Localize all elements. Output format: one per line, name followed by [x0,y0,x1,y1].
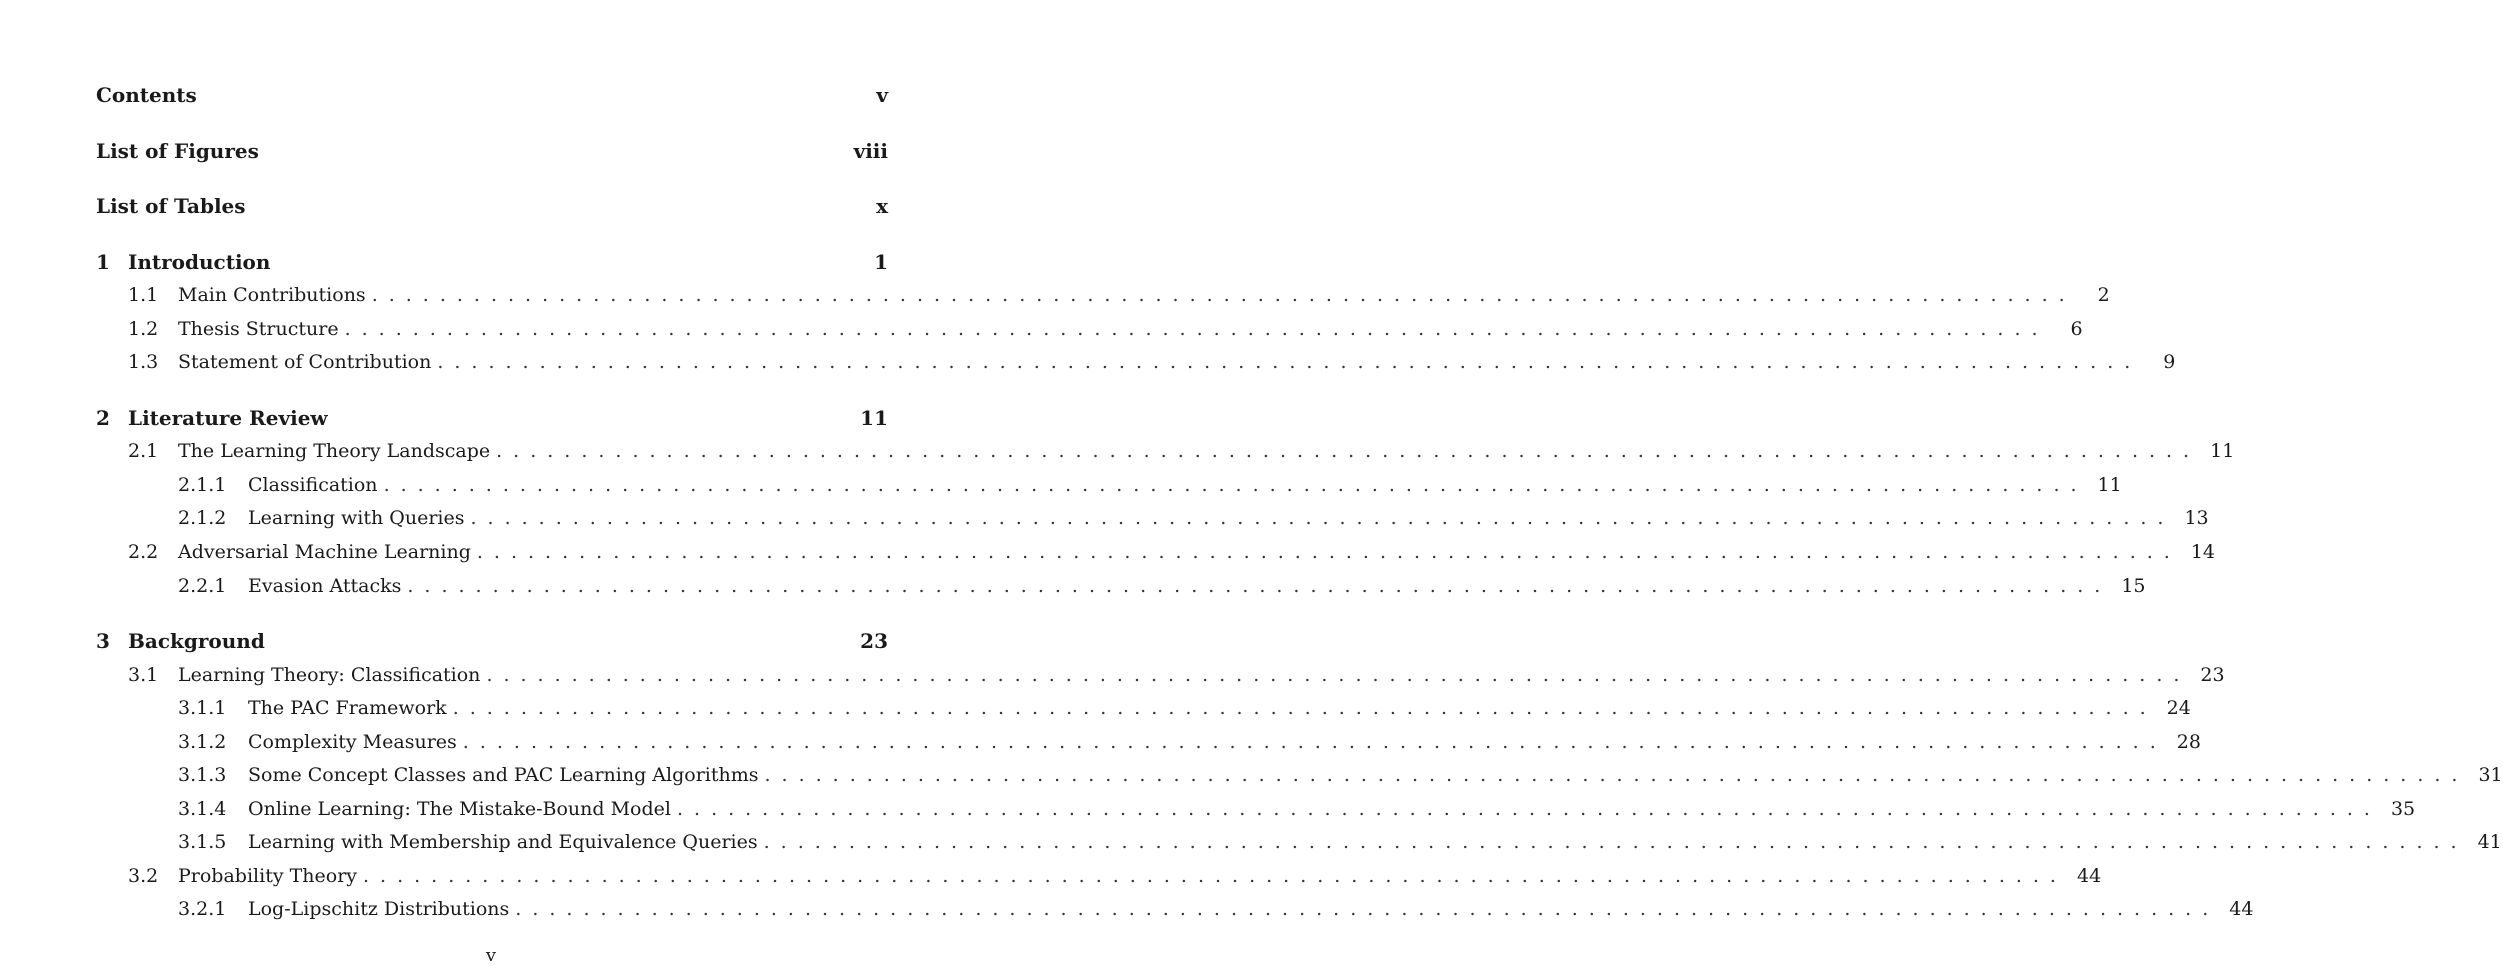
toc-section[interactable] [128,862,2102,890]
toc-subsection[interactable] [178,895,2254,923]
subsection-title: Log-Lipschitz Distributions [248,898,510,920]
chapter-number: 3 [96,629,110,653]
toc-subsection[interactable] [178,504,2209,532]
subsection-title: Some Concept Classes and PAC Learning Algorithms [248,764,759,786]
toc-chapter-3[interactable] [96,627,888,655]
dot-leader: .................................................................................................... [763,831,2468,853]
toc-section[interactable] [128,315,2083,343]
toc-chapter-2[interactable] [96,404,888,432]
section-number: 1.1 [128,284,159,306]
subsection-page: 13 [2184,507,2209,529]
dot-leader: .................................................................................................... [462,731,2167,753]
dot-leader: .................................................................................................... [496,440,2201,462]
page-number-footer: v [485,945,497,966]
section-page: 11 [2210,440,2235,462]
subsection-number: 3.1.2 [178,731,227,753]
section-page: 9 [2163,351,2176,373]
subsection-number: 3.2.1 [178,898,227,920]
section-page: 6 [2070,318,2083,340]
subsection-page: 31 [2478,764,2503,786]
toc-section[interactable] [128,538,2216,566]
dot-leader: .................................................................................................... [344,318,2049,340]
subsection-page: 35 [2390,798,2416,820]
section-page: 14 [2190,541,2216,563]
subsection-title: The PAC Framework [248,697,447,719]
toc-entry-page: v [876,83,888,107]
dot-leader: .................................................................................................... [470,507,2175,529]
toc-chapter-1[interactable] [96,248,888,276]
dot-leader: .................................................................................................... [764,764,2469,786]
subsection-number: 3.1.5 [178,831,227,853]
section-title: Adversarial Machine Learning [178,541,471,563]
dot-leader: .................................................................................................... [515,898,2220,920]
chapter-title: Literature Review [128,406,328,430]
section-number: 3.2 [128,865,159,887]
subsection-number: 3.1.3 [178,764,227,786]
chapter-title: Introduction [128,250,271,274]
subsection-title: Learning with Membership and Equivalence Queries [248,831,758,853]
toc-entry-title: List of Figures [96,139,259,163]
toc-entry-page: viii [853,139,888,163]
subsection-page: 11 [2097,474,2122,496]
dot-leader: .................................................................................................... [676,798,2381,820]
toc-subsection[interactable] [178,828,2502,856]
toc-subsection[interactable] [178,471,2122,499]
section-title: The Learning Theory Landscape [178,440,491,462]
section-number: 1.3 [128,351,159,373]
toc-section[interactable] [128,281,2110,309]
section-title: Probability Theory [178,865,358,887]
subsection-number: 3.1.4 [178,798,227,820]
section-number: 2.1 [128,440,159,462]
subsection-number: 2.2.1 [178,575,227,597]
dot-leader: .................................................................................................... [407,575,2112,597]
subsection-page: 28 [2176,731,2201,753]
toc-subsection[interactable] [178,572,2146,600]
toc-subsection[interactable] [178,761,2503,789]
toc-section[interactable] [128,348,2176,376]
subsection-title: Evasion Attacks [248,575,402,597]
section-title: Statement of Contribution [178,351,432,373]
toc-entry-contents[interactable] [96,81,888,109]
subsection-title: Classification [248,474,378,496]
toc-subsection[interactable] [178,795,2416,823]
section-title: Main Contributions [178,284,366,306]
section-number: 3.1 [128,664,159,686]
subsection-number: 3.1.1 [178,697,227,719]
section-number: 2.2 [128,541,159,563]
section-title: Learning Theory: Classification [178,664,481,686]
toc-entry-page: x [876,194,888,218]
dot-leader: .................................................................................................... [383,474,2088,496]
subsection-page: 41 [2477,831,2502,853]
toc-entry-title: List of Tables [96,194,246,218]
dot-leader: .................................................................................................... [476,541,2181,563]
toc-subsection[interactable] [178,694,2191,722]
chapter-number: 1 [96,250,110,274]
toc-entry-title: Contents [96,83,197,107]
chapter-page: 1 [874,250,888,274]
section-page: 2 [2097,284,2110,306]
chapter-title: Background [128,629,265,653]
dot-leader: .................................................................................................... [363,865,2067,887]
subsection-page: 24 [2166,697,2191,719]
dot-leader: .................................................................................................... [486,664,2191,686]
section-title: Thesis Structure [178,318,339,340]
subsection-title: Learning with Queries [248,507,465,529]
subsection-title: Complexity Measures [248,731,457,753]
section-number: 1.2 [128,318,159,340]
toc-section[interactable] [128,661,2225,689]
toc-entry-list-of-tables[interactable] [96,192,888,220]
section-page: 23 [2200,664,2225,686]
chapter-number: 2 [96,406,110,430]
section-page: 44 [2076,865,2102,887]
chapter-page: 11 [860,406,888,430]
dot-leader: .................................................................................................... [371,284,2076,306]
toc-subsection[interactable] [178,728,2201,756]
toc-entry-list-of-figures[interactable] [96,137,888,165]
subsection-title: Online Learning: The Mistake-Bound Model [248,798,671,820]
chapter-page: 23 [860,629,888,653]
dot-leader: .................................................................................................... [437,351,2142,373]
subsection-page: 44 [2229,898,2254,920]
subsection-page: 15 [2121,575,2146,597]
dot-leader: .................................................................................................... [452,697,2157,719]
subsection-number: 2.1.1 [178,474,227,496]
subsection-number: 2.1.2 [178,507,227,529]
toc-section[interactable] [128,437,2235,465]
